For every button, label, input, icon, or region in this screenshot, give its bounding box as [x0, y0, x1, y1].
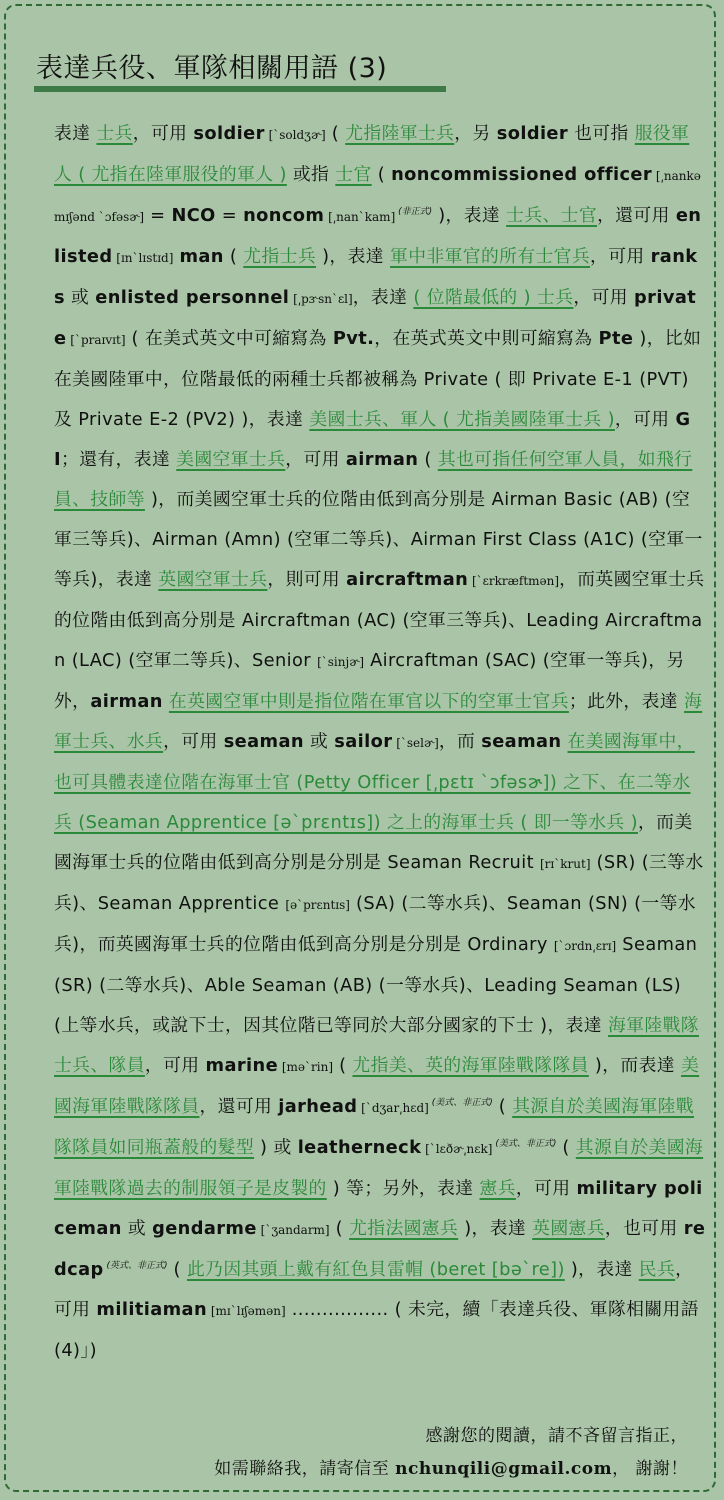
highlighted-term[interactable]: ( 位階最低的 ) 士兵 — [413, 287, 574, 308]
usage-note: (非正式) — [395, 207, 433, 218]
highlighted-term[interactable]: 其源自於美國海軍陸戰隊過去的制服領子是皮製的 — [54, 1137, 704, 1199]
phonetic: [`lɛðɚ͵nɛk] — [421, 1142, 493, 1156]
highlighted-term[interactable]: 尤指士兵 — [243, 246, 317, 267]
highlighted-term[interactable]: 軍中非軍官的所有士官兵 — [390, 246, 591, 267]
text-segment: ( — [492, 1096, 513, 1117]
text-segment: ，可用 — [614, 409, 676, 430]
text-segment: ，可用 — [144, 1055, 206, 1076]
phonetic: [ə`prɛntɪs] — [285, 898, 350, 912]
text-segment: ，可用 — [573, 287, 635, 308]
english-term: ranks — [54, 246, 698, 308]
english-term: military policeman — [54, 1178, 703, 1239]
highlighted-term[interactable]: 憲兵 — [479, 1178, 516, 1199]
text-segment: ( — [329, 1218, 350, 1239]
text-segment: )，而美國空軍士兵的位階由低到高分別是 Airman Basic (AB) (空軍三等兵)、Airman (Amn) (空軍二等兵)、Airman First Class (A1C) (空軍一等兵)，表達 — [54, 489, 703, 590]
text-segment: ，可用 — [515, 1178, 577, 1199]
text-segment: Seaman (SR) (二等水兵)、Able Seaman (AB) (一等水兵)、Leading Seaman (LS) (上等水兵，或說下士，因其位階已等同於大部分國家的下士 )，表達 — [54, 934, 698, 1036]
english-term: man — [179, 246, 224, 267]
text-segment: ( — [325, 123, 346, 144]
text-segment: )，表達 — [564, 1259, 639, 1280]
footer-contact-prefix: 如需聯絡我，請寄信至 — [214, 1459, 396, 1479]
text-segment: ................ ( 未完，續「表達兵役、軍隊相關用語 (4)」) — [54, 1299, 699, 1361]
highlighted-term[interactable]: 英國憲兵 — [532, 1218, 605, 1239]
english-term: airman — [345, 449, 419, 470]
english-term: Pvt. — [332, 328, 375, 349]
text-segment: ，可用 — [285, 449, 346, 470]
english-term: militiaman — [96, 1299, 208, 1320]
highlighted-term[interactable]: 在英國空軍中則是指位階在軍官以下的空軍士官兵 — [168, 691, 569, 712]
highlighted-term[interactable]: 尤指法國憲兵 — [349, 1218, 459, 1239]
english-term: seaman — [223, 731, 304, 752]
highlighted-term[interactable]: 民兵 — [638, 1259, 676, 1280]
highlighted-term[interactable]: 尤指陸軍士兵 — [345, 123, 455, 144]
text-segment: )，表達 — [432, 205, 507, 226]
footer-contact-suffix: ， 謝謝！ — [612, 1459, 688, 1479]
english-term: seaman — [481, 731, 562, 752]
phonetic: [`soldʒɚ] — [264, 128, 326, 142]
highlighted-term[interactable]: 士兵 — [96, 123, 133, 144]
text-segment: ，則可用 — [267, 569, 347, 590]
phonetic: [mə`rin] — [278, 1060, 334, 1074]
text-segment: ；此外，表達 — [568, 691, 685, 712]
english-term: sailor — [334, 731, 393, 752]
text-segment: ，另 — [454, 123, 497, 144]
english-term: redcap — [54, 1218, 706, 1280]
highlighted-term[interactable]: 此乃因其頭上戴有紅色貝雷帽 (beret [bə`re]) — [186, 1259, 565, 1280]
text-segment: ，可用 — [54, 1259, 694, 1320]
usage-note: (美式、非正式) — [492, 1139, 557, 1150]
contact-email[interactable]: nchunqili@gmail.com — [395, 1459, 613, 1479]
text-segment: = — [215, 205, 244, 226]
text-segment: ( — [333, 1055, 353, 1076]
phonetic: [`dʒar͵hɛd] — [357, 1101, 429, 1115]
phonetic: [rɪ`krut] — [540, 857, 591, 871]
text-segment: ，在英式英文中則可縮寫為 — [374, 328, 599, 349]
phonetic: [`selɚ] — [392, 736, 439, 750]
text-segment: ( 在美式英文中可縮寫為 — [125, 328, 333, 349]
phonetic: [`sinjɚ] — [317, 655, 365, 669]
text-segment: ( — [167, 1259, 187, 1280]
english-term: leatherneck — [297, 1137, 422, 1158]
text-segment: 或 — [303, 731, 335, 752]
phonetic: [ɪn`lɪstɪd] — [112, 251, 174, 265]
english-term: private — [54, 287, 697, 349]
text-segment: ，而英國空軍士兵的位階由低到高分別是 Aircraftman (AC) (空軍三等兵)、Leading Aircraftman (LAC) (空軍二等兵)、Senior — [54, 569, 705, 671]
highlighted-term[interactable]: 尤指美、英的海軍陸戰隊隊員 — [352, 1055, 589, 1076]
highlighted-term[interactable]: 其源自於美國海軍陸戰隊隊員如同瓶蓋般的髮型 — [54, 1096, 695, 1158]
footer-contact — [214, 1453, 688, 1486]
text-segment: Aircraftman (SAC) (空軍一等兵)，另外， — [54, 650, 685, 712]
text-segment: ；還有，表達 — [61, 449, 177, 470]
english-term: aircraftman — [346, 569, 469, 590]
footer-thanks: 感謝您的閱讀，請不吝留言指正， — [425, 1426, 688, 1446]
phonetic: [͵nankəmɪʃənd `ɔfəsɚ] — [54, 169, 701, 224]
text-segment: (SR) (三等水兵)、Seaman Apprentice — [54, 852, 704, 914]
page-title: 表達兵役、軍隊相關用語 (3) — [36, 53, 388, 84]
english-term: soldier — [496, 123, 569, 144]
text-segment: ，可用 — [132, 123, 194, 144]
usage-note: (英式、非正式) — [103, 1261, 168, 1272]
english-term: jarhead — [278, 1096, 358, 1117]
text-segment: = — [144, 205, 172, 226]
text-segment: (SA) (二等水兵)、Seaman (SN) (一等水兵)，而英國海軍士兵的位階由低到高分別是分別是 Ordinary — [54, 893, 696, 955]
footer-note — [214, 1420, 688, 1486]
article-paragraph — [54, 114, 706, 1371]
text-segment: 或 — [121, 1218, 153, 1239]
text-segment: ( — [371, 164, 392, 185]
text-segment: ) 或 — [254, 1137, 298, 1158]
text-segment: ，還可用 — [199, 1096, 279, 1117]
text-segment: ( — [223, 246, 244, 267]
phonetic: [`praɪvɪt] — [66, 333, 126, 347]
text-segment: ，表達 — [352, 287, 414, 308]
text-segment: )，表達 — [316, 246, 391, 267]
highlighted-term[interactable]: 士兵、士官 — [506, 205, 598, 226]
text-segment: ，而 — [438, 731, 482, 752]
phonetic: [͵pɝsn`ɛl] — [289, 292, 353, 306]
phonetic: [mɪ`lɪʃəmən] — [207, 1304, 286, 1318]
highlighted-term[interactable]: 海軍士兵、水兵 — [54, 691, 703, 752]
english-term: noncommissioned officer — [391, 164, 653, 185]
phonetic: [`ɛrkræftmən] — [468, 574, 560, 588]
english-term: gendarme — [152, 1218, 257, 1239]
text-segment: )，表達 — [458, 1218, 533, 1239]
english-term: Pte — [598, 328, 634, 349]
english-term: enlisted — [54, 205, 702, 267]
text-segment: ，也可用 — [604, 1218, 684, 1239]
usage-note: (美式、非正式) — [428, 1098, 493, 1109]
highlighted-term[interactable]: 美國海軍陸戰隊隊員 — [54, 1055, 700, 1117]
phonetic: [͵nan`kam] — [324, 210, 396, 224]
english-term: GI — [54, 409, 691, 470]
text-segment: 或 — [64, 287, 96, 308]
highlighted-term[interactable]: 在美國海軍中，也可具體表達位階在海軍士官 (Petty Officer [͵pɛtɪ `ɔfəsɚ]) 之下、在二等水兵 (Seaman Apprentice [ə`prɛntɪs]) 之上的海軍士兵 ( 即一等水兵 ) — [54, 731, 695, 833]
english-term: enlisted personnel — [95, 287, 290, 308]
highlighted-term[interactable]: 士官 — [335, 164, 372, 185]
english-term: airman — [90, 691, 163, 712]
english-term: marine — [205, 1055, 279, 1076]
text-segment: )，而表達 — [588, 1055, 681, 1076]
english-term: noncom — [243, 205, 325, 226]
text-segment: ( — [556, 1137, 576, 1158]
highlighted-term[interactable]: 其也可指任何空軍人員，如飛行員、技師等 — [54, 449, 693, 510]
highlighted-term[interactable]: 美國士兵、軍人 ( 尤指美國陸軍士兵 ) — [309, 409, 615, 430]
text-segment: ) 等；另外，表達 — [326, 1178, 480, 1199]
text-segment: 或指 — [286, 164, 336, 185]
highlighted-term[interactable]: 海軍陸戰隊士兵、隊員 — [54, 1015, 699, 1076]
text-segment: ，而美國海軍士兵的位階由低到高分別是分別是 Seaman Recruit — [54, 812, 693, 873]
article-card — [4, 4, 716, 1492]
highlighted-term[interactable]: 英國空軍士兵 — [158, 569, 268, 590]
title-underline-bar — [34, 86, 446, 92]
highlighted-term[interactable]: 美國空軍士兵 — [176, 449, 286, 470]
english-term: soldier — [193, 123, 265, 144]
text-segment: 表達 — [54, 123, 97, 144]
phonetic: [`ɔrdn͵ɛrɪ] — [553, 939, 617, 953]
text-segment: 也可指 — [568, 123, 635, 144]
text-segment: )，比如在美國陸軍中，位階最低的兩種士兵都被稱為 Private ( 即 Private E-1 (PVT) 及 Private E-2 (PV2) )，表達 — [54, 328, 702, 430]
text-segment: ，可用 — [163, 731, 224, 752]
english-term: NCO — [171, 205, 216, 226]
text-segment: ，可用 — [590, 246, 651, 267]
highlighted-term[interactable]: 服役軍人 ( 尤指在陸軍服役的軍人 ) — [54, 123, 690, 185]
text-segment: ，還可用 — [597, 205, 676, 226]
phonetic: [`ʒandarm] — [256, 1223, 330, 1237]
text-segment: ( — [418, 449, 438, 470]
